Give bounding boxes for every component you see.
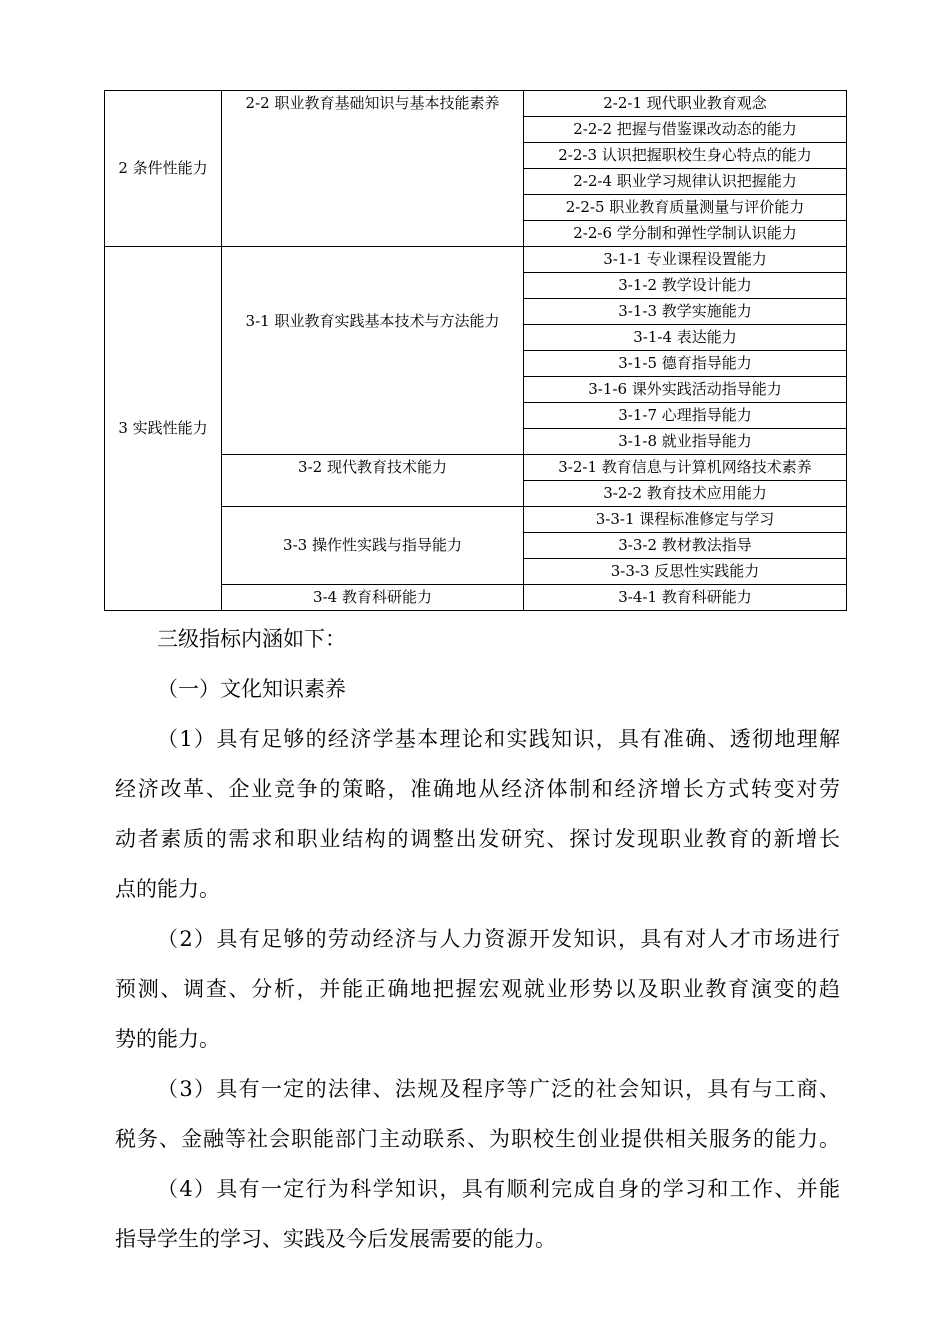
paragraph-line: 指导学生的学习、实践及今后发展需要的能力。	[115, 1227, 556, 1251]
level3-cell: 3-1-4 表达能力	[524, 325, 847, 351]
level3-cell: 2-2-4 职业学习规律认识把握能力	[524, 169, 847, 195]
level3-cell: 3-1-3 教学实施能力	[524, 299, 847, 325]
level3-cell: 3-4-1 教育科研能力	[524, 585, 847, 611]
level3-cell: 3-2-1 教育信息与计算机网络技术素养	[524, 455, 847, 481]
level3-cell: 2-2-2 把握与借鉴课改动态的能力	[524, 117, 847, 143]
table-row	[105, 91, 847, 117]
level3-cell: 3-3-2 教材教法指导	[524, 533, 847, 559]
level3-cell: 3-1-5 德育指导能力	[524, 351, 847, 377]
section-heading: （一）文化知识素养	[157, 677, 346, 701]
level3-cell: 3-3-3 反思性实践能力	[524, 559, 847, 585]
level3-cell: 2-2-3 认识把握职校生身心特点的能力	[524, 143, 847, 169]
level3-cell: 2-2-1 现代职业教育观念	[524, 91, 847, 117]
indicator-table	[104, 90, 847, 611]
paragraph-line: 预测、调查、分析，并能正确地把握宏观就业形势以及职业教育演变的趋	[115, 977, 840, 1001]
level3-cell: 3-1-1 专业课程设置能力	[524, 247, 847, 273]
level1-cell: 3 实践性能力	[105, 247, 222, 611]
paragraph-line: 势的能力。	[115, 1027, 220, 1051]
paragraph-line: （2）具有足够的劳动经济与人力资源开发知识，具有对人才市场进行	[157, 927, 840, 951]
level2-cell: 3-3 操作性实践与指导能力	[222, 507, 524, 585]
level2-cell: 3-4 教育科研能力	[222, 585, 524, 611]
level3-cell: 3-3-1 课程标准修定与学习	[524, 507, 847, 533]
level3-cell: 3-2-2 教育技术应用能力	[524, 481, 847, 507]
level3-cell: 3-1-2 教学设计能力	[524, 273, 847, 299]
level2-cell: 2-2 职业教育基础知识与基本技能素养	[222, 91, 524, 247]
paragraph-line: 税务、金融等社会职能部门主动联系、为职校生创业提供相关服务的能力。	[115, 1127, 840, 1151]
level3-cell: 3-1-8 就业指导能力	[524, 429, 847, 455]
intro-line: 三级指标内涵如下：	[157, 627, 346, 651]
level1-cell: 2 条件性能力	[105, 91, 222, 247]
body-text	[115, 614, 840, 1264]
paragraph-line: 点的能力。	[115, 877, 220, 901]
level3-cell: 3-1-7 心理指导能力	[524, 403, 847, 429]
paragraph-line: （4）具有一定行为科学知识，具有顺利完成自身的学习和工作、并能	[157, 1177, 840, 1201]
level2-cell: 3-2 现代教育技术能力	[222, 455, 524, 507]
paragraph-line: （3）具有一定的法律、法规及程序等广泛的社会知识，具有与工商、	[157, 1077, 840, 1101]
level3-cell: 2-2-6 学分制和弹性学制认识能力	[524, 221, 847, 247]
level2-cell: 3-1 职业教育实践基本技术与方法能力	[222, 247, 524, 455]
paragraph-line: 经济改革、企业竞争的策略，准确地从经济体制和经济增长方式转变对劳	[115, 777, 840, 801]
paragraph-line: （1）具有足够的经济学基本理论和实践知识，具有准确、透彻地理解	[157, 727, 840, 751]
table-row	[105, 247, 847, 273]
level3-cell: 2-2-5 职业教育质量测量与评价能力	[524, 195, 847, 221]
level3-cell: 3-1-6 课外实践活动指导能力	[524, 377, 847, 403]
paragraph-line: 动者素质的需求和职业结构的调整出发研究、探讨发现职业教育的新增长	[115, 827, 840, 851]
